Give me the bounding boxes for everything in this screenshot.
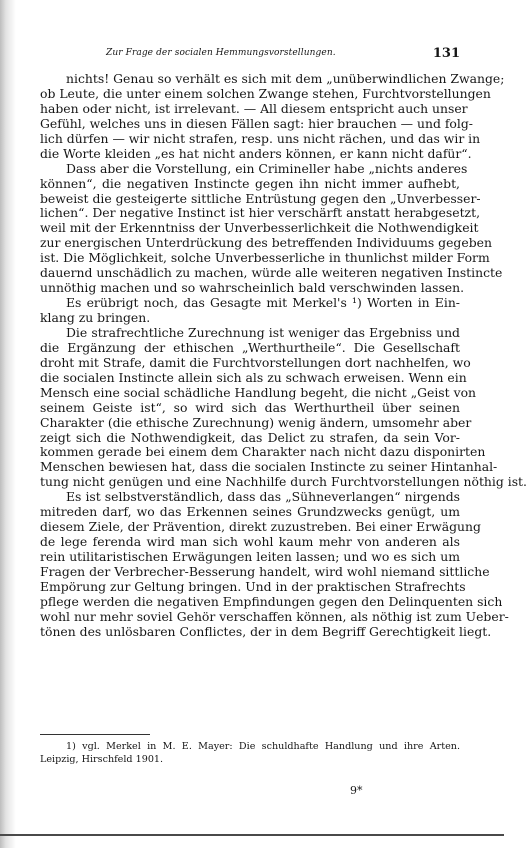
text-line: ist. Die Möglichkeit, solche Unverbesserliche in thunlichst milder Form <box>40 250 490 266</box>
signature-mark: 9* <box>350 784 363 797</box>
text-line: klang zu bringen. <box>40 310 151 325</box>
text-line: Mensch eine social schädliche Handlung begeht, die nicht „Geist von <box>40 384 477 400</box>
footnote <box>40 740 460 766</box>
text-line: kommen gerade bei einem dem Charakter nach nicht dazu disponirten <box>40 444 486 460</box>
text-line: Charakter (die ethische Zurechnung) wenig ändern, umsomehr aber <box>40 414 472 430</box>
text-line: unnöthig machen und so wahrscheinlich bald verschwinden lassen. <box>40 280 465 296</box>
text-line: de lege ferenda wird man sich wohl kaum mehr von anderen als <box>40 534 460 550</box>
text-line: seinem Geiste ist“, so wird sich das Werthurtheil über seinen <box>40 399 460 415</box>
body-text <box>40 71 527 640</box>
text-line: diesem Ziele, der Prävention, direkt zuzustreben. Bei einer Erwägung <box>40 519 481 535</box>
text-line: Es erübrigt noch, das Gesagte mit Merkel's ¹) Worten in Ein- <box>66 295 460 311</box>
text-line: die Worte kleiden „es hat nicht anders können, er kann nicht dafür“. <box>40 145 472 161</box>
text-line: zur energischen Unterdrückung des betreffenden Individuums gegeben <box>40 235 492 251</box>
bottom-scan-rule <box>0 834 504 836</box>
text-line: Menschen bewiesen hat, dass die socialen Instincte zu seiner Hintanhal- <box>40 459 498 475</box>
text-line: Empörung zur Geltung bringen. Und in der praktischen Strafrechts <box>40 578 466 594</box>
page-number: 131 <box>432 46 460 61</box>
text-line: die socialen Instincte allein sich als zu schwach erweisen. Wenn ein <box>40 369 467 385</box>
text-line: rein utilitaristischen Erwägungen leiten lassen; und wo es sich um <box>40 549 460 564</box>
footnote-line: Leipzig, Hirschfeld 1901. <box>40 754 164 765</box>
text-line: Dass aber die Vorstellung, ein Crimineller habe „nichts anderes <box>66 160 468 176</box>
text-line: tung nicht genügen und eine Nachhilfe durch Furchtvorstellungen nöthig ist. <box>40 474 527 490</box>
text-line: mitreden darf, wo das Erkennen seines Grundzwecks genügt, um <box>40 504 460 520</box>
text-line: Fragen der Verbrecher-Besserung handelt, wird wohl niemand sittliche <box>40 563 490 579</box>
text-line: haben oder nicht, ist irrelevant. — All diesem entspricht auch unser <box>40 100 468 116</box>
text-line: ob Leute, die unter einem solchen Zwange stehen, Furchtvorstellungen <box>40 85 491 101</box>
text-line: wohl nur mehr soviel Gehör verschaffen können, als nöthig ist zum Ueber- <box>40 608 509 624</box>
footnote-rule <box>40 734 150 735</box>
text-line: Gefühl, welches uns in diesen Fällen sagt: hier brauchen — und folg- <box>40 115 473 131</box>
text-line: beweist die gesteigerte sittliche Entrüstung gegen den „Unverbesser- <box>40 190 481 206</box>
text-line: können“, die negativen Instincte gegen ihn nicht immer aufhebt, <box>40 175 460 191</box>
text-line: lichen“. Der negative Instinct ist hier verschärft anstatt herabgesetzt, <box>40 205 481 221</box>
text-line: weil mit der Erkenntniss der Unverbesserlichkeit die Nothwendigkeit <box>40 220 479 236</box>
text-line: nichts! Genau so verhält es sich mit dem „unüberwindlichen Zwange; <box>66 71 505 86</box>
text-line: zeigt sich die Nothwendigkeit, das Delict zu strafen, da sein Vor- <box>40 429 460 445</box>
text-line: Die strafrechtliche Zurechnung ist weniger das Ergebniss und <box>66 324 460 340</box>
text-line: pflege werden die negativen Empfindungen gegen den Delinquenten sich <box>40 593 503 609</box>
text-line: lich dürfen — wir nicht strafen, resp. uns nicht rächen, und das wir in <box>40 130 481 146</box>
text-line: droht mit Strafe, damit die Furchtvorstellungen dort nachhelfen, wo <box>40 354 471 370</box>
binding-edge-shadow <box>0 0 16 848</box>
text-line: tönen des unlösbaren Conflictes, der in dem Begriff Gerechtigkeit liegt. <box>40 623 492 639</box>
text-line: Es ist selbstverständlich, dass das „Sühneverlangen“ nirgends <box>66 489 460 505</box>
text-line: dauernd unschädlich zu machen, würde alle weiteren negativen Instincte <box>40 265 503 281</box>
running-title: Zur Frage der socialen Hemmungsvorstellungen. <box>106 48 336 58</box>
running-head <box>40 48 460 64</box>
footnote-line: 1) vgl. Merkel in M. E. Mayer: Die schuldhafte Handlung und ihre Arten. <box>66 741 460 752</box>
text-line: die Ergänzung der ethischen „Werthurtheile“. Die Gesellschaft <box>40 339 460 355</box>
